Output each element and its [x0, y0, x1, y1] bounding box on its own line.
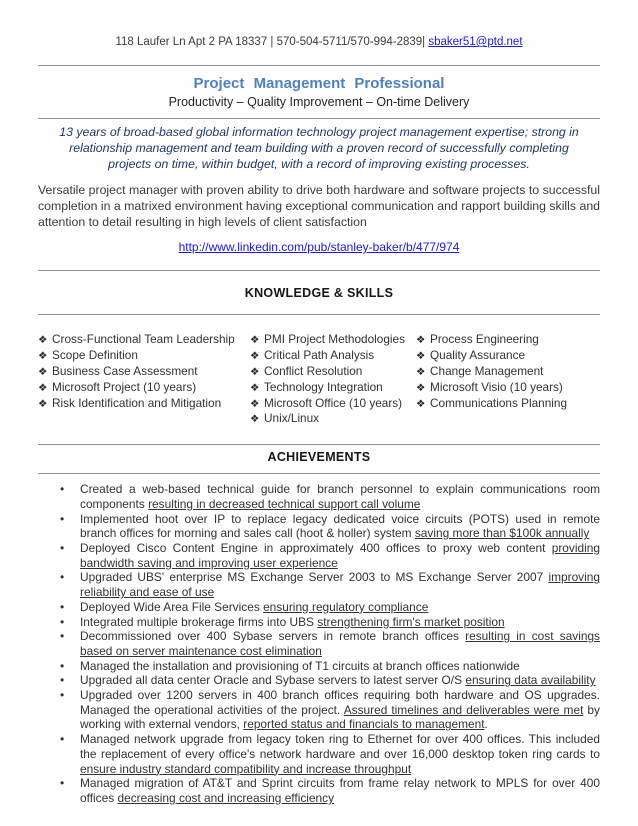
skill-bullet-icon: ❖	[250, 413, 260, 426]
skill-label: Risk Identification and Mitigation	[52, 395, 222, 410]
skill-bullet-icon: ❖	[38, 334, 48, 347]
skill-item	[250, 364, 416, 380]
divider	[38, 444, 600, 445]
skill-label: Change Management	[430, 363, 544, 378]
contact-line	[38, 0, 600, 48]
achievement-item	[38, 776, 600, 805]
skill-label: Cross-Functional Team Leadership	[52, 332, 235, 347]
achievement-text: Upgraded all data center Oracle and Sybase servers to latest server O/S ensuring data availability	[80, 673, 596, 688]
skill-label: Scope Definition	[52, 348, 138, 363]
linkedin-line	[38, 240, 600, 254]
skill-bullet-icon: ❖	[38, 381, 48, 394]
achievement-item	[38, 732, 600, 776]
skill-bullet-icon: ❖	[416, 350, 426, 363]
page-subtitle: Productivity – Quality Improvement – On-time Delivery	[168, 95, 470, 109]
bullet-icon: •	[60, 599, 65, 614]
achievement-text: Managed network upgrade from legacy token ring to Ethernet for over 400 offices. This included the replacement of every office's network hardware and over 16,000 desktop token ring cards to ensure industry standard compatibility and increase throughput	[80, 732, 600, 776]
contact-address-phone: 118 Laufer Ln Apt 2 PA 18337 | 570-504-5711/570-994-2839|	[115, 36, 426, 48]
page-title: Project Management Professional	[193, 75, 445, 92]
skill-item	[38, 396, 250, 412]
skills-columns	[38, 332, 600, 427]
bullet-icon: •	[60, 629, 65, 644]
skill-item	[38, 364, 250, 380]
achievement-text: Upgraded over 1200 servers in 400 branch offices requiring both hardware and OS upgrades. Managed the operational activities of the project. Assured timelines and deliverables were met by working with external vendors, reported status and financials to management.	[80, 688, 600, 732]
skill-item	[416, 396, 600, 412]
skill-label: Quality Assurance	[430, 348, 526, 363]
email-link[interactable]: sbaker51@ptd.net	[428, 36, 523, 48]
skill-label: Communications Planning	[430, 395, 568, 410]
divider	[38, 118, 600, 119]
bullet-icon: •	[60, 658, 65, 673]
bullet-icon: •	[60, 540, 65, 555]
achievement-text: Deployed Cisco Content Engine in approximately 400 offices to proxy web content providing bandwidth saving and improving user experience	[80, 540, 600, 570]
summary-highlight: 13 years of broad-based global information technology project management expertise; strong in relationship management and team building with a proven record of successfully completing projects on time, within budget, with a record of improving existing processes.	[59, 125, 579, 171]
summary-body: Versatile project manager with proven ability to drive both hardware and software projects to successful completion in a matrixed environment having exceptional communication and rapport building skills and attention to detail resulting in high levels of client satisfaction	[38, 183, 600, 230]
skill-item	[38, 348, 250, 364]
skill-item	[250, 411, 416, 427]
skill-bullet-icon: ❖	[250, 381, 260, 394]
skill-item	[416, 364, 600, 380]
skill-bullet-icon: ❖	[38, 365, 48, 378]
achievement-text: Integrated multiple brokerage firms into UBS strengthening firm's market position	[80, 614, 505, 629]
achievement-item	[38, 688, 600, 732]
achievement-text: Implemented hoot over IP to replace legacy dedicated voice circuits (POTS) used in remote branch offices for morning and sales call (hoot & holler) system saving more than $100k annually	[80, 511, 600, 541]
achievement-text: Managed migration of AT&T and Sprint circuits from frame relay network to MPLS for over 400 offices decreasing cost and increasing efficiency	[80, 776, 600, 805]
skill-item	[416, 332, 600, 348]
skills-column-3	[416, 332, 600, 427]
achievement-text: Deployed Wide Area File Services ensuring regulatory compliance	[80, 599, 429, 614]
skill-item	[38, 332, 250, 348]
skill-bullet-icon: ❖	[250, 397, 260, 410]
skill-label: Critical Path Analysis	[264, 348, 375, 363]
section-heading-achievements: ACHIEVEMENTS	[267, 450, 371, 465]
achievement-item	[38, 512, 600, 541]
achievement-text: Managed the installation and provisioning of T1 circuits at branch offices nationwide	[80, 658, 520, 673]
bullet-icon: •	[60, 688, 65, 703]
achievement-item	[38, 659, 600, 674]
divider	[38, 473, 600, 474]
skill-bullet-icon: ❖	[250, 334, 260, 347]
achievement-item	[38, 615, 600, 630]
section-heading-knowledge-skills: KNOWLEDGE & SKILLS	[244, 286, 394, 301]
bullet-icon: •	[60, 732, 65, 747]
skill-bullet-icon: ❖	[250, 350, 260, 363]
skill-item	[416, 348, 600, 364]
skill-bullet-icon: ❖	[416, 365, 426, 378]
skill-bullet-icon: ❖	[416, 334, 426, 347]
achievement-text: Upgraded UBS' enterprise MS Exchange Server 2003 to MS Exchange Server 2007 improving reliability and ease of use	[80, 570, 600, 600]
skill-label: PMI Project Methodologies	[264, 332, 405, 347]
skills-column-1	[38, 332, 250, 427]
bullet-icon: •	[60, 570, 65, 585]
skill-item	[250, 396, 416, 412]
skill-item	[38, 380, 250, 396]
achievement-item	[38, 570, 600, 599]
skill-label: Unix/Linux	[264, 411, 320, 426]
skill-label: Business Case Assessment	[52, 363, 198, 378]
divider	[38, 270, 600, 271]
bullet-icon: •	[60, 482, 65, 497]
skill-label: Process Engineering	[430, 332, 539, 347]
skill-item	[416, 380, 600, 396]
divider	[38, 65, 600, 66]
skill-bullet-icon: ❖	[38, 397, 48, 410]
achievement-text: Created a web-based technical guide for branch personnel to explain communications room components resulting in decreased technical support call volume	[80, 482, 600, 511]
achievement-item	[38, 482, 600, 511]
bullet-icon: •	[60, 776, 65, 791]
achievement-item	[38, 629, 600, 658]
skill-label: Microsoft Visio (10 years)	[430, 379, 563, 394]
achievement-text: Decommissioned over 400 Sybase servers in remote branch offices resulting in cost savings based on server maintenance cost elimination	[80, 629, 601, 658]
skill-item	[250, 348, 416, 364]
skill-label: Microsoft Project (10 years)	[52, 379, 197, 394]
achievement-item	[38, 600, 600, 615]
skills-column-2	[250, 332, 416, 427]
skill-bullet-icon: ❖	[416, 381, 426, 394]
linkedin-link[interactable]: http://www.linkedin.com/pub/stanley-baker/b/477/974	[178, 240, 460, 255]
achievements-section	[38, 482, 600, 805]
skill-item	[250, 332, 416, 348]
skill-bullet-icon: ❖	[250, 365, 260, 378]
skill-bullet-icon: ❖	[416, 397, 426, 410]
skill-label: Technology Integration	[264, 379, 383, 394]
skill-bullet-icon: ❖	[38, 350, 48, 363]
skill-label: Microsoft Office (10 years)	[264, 395, 403, 410]
achievements-list	[38, 482, 600, 805]
skill-item	[250, 380, 416, 396]
achievement-item	[38, 541, 600, 570]
achievement-item	[38, 673, 600, 688]
skill-label: Conflict Resolution	[264, 363, 363, 378]
bullet-icon: •	[60, 673, 65, 688]
divider	[38, 314, 600, 315]
bullet-icon: •	[60, 614, 65, 629]
bullet-icon: •	[60, 511, 65, 526]
